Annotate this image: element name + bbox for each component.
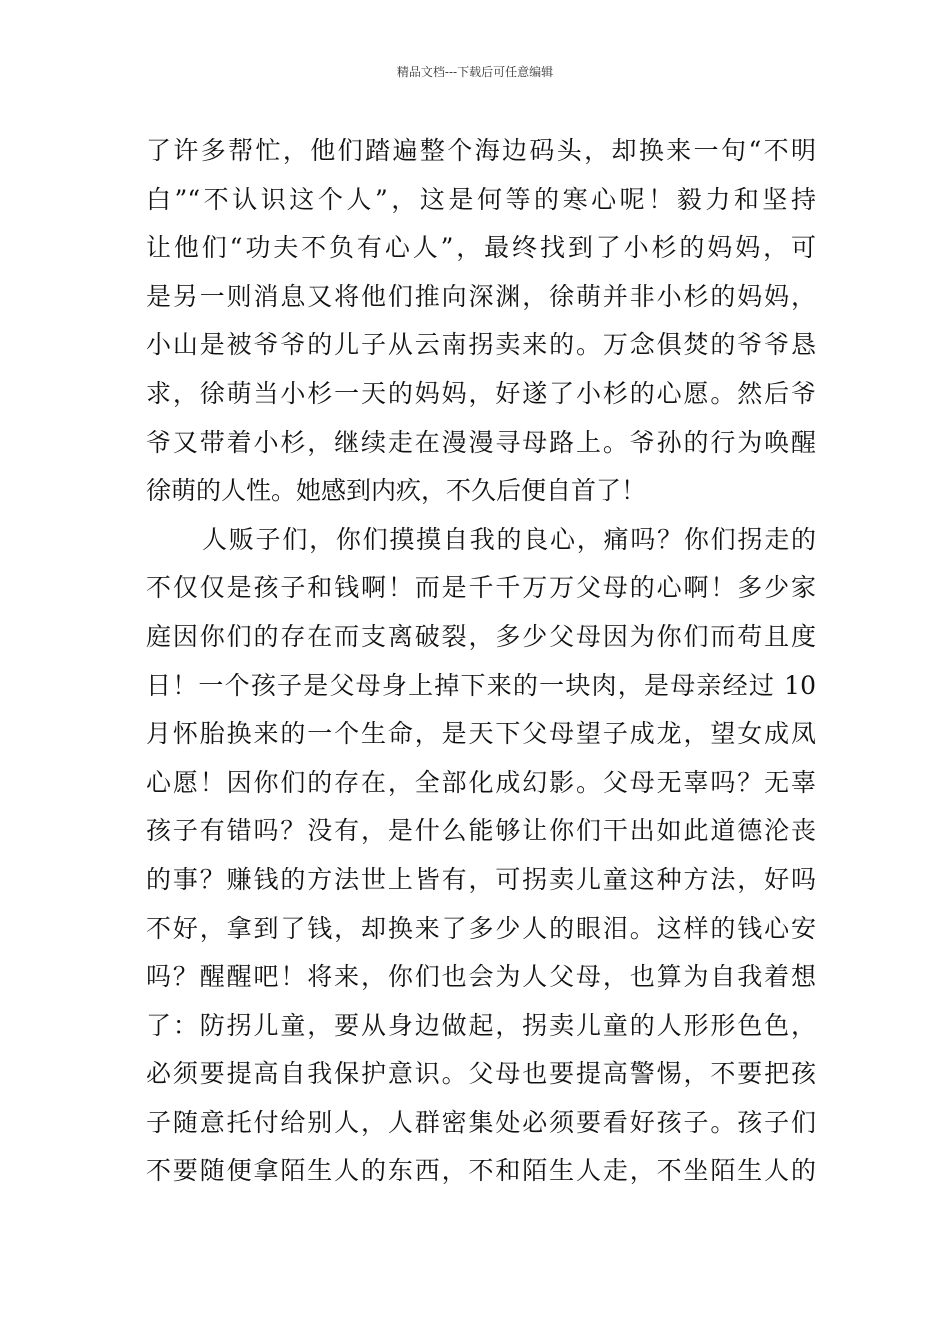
- text-line: 了：防拐儿童，要从身边做起，拐卖儿童的人形形色色，: [146, 1010, 816, 1040]
- page-header: 精品文档---下载后可任意编辑: [396, 65, 554, 79]
- text-line: 让他们“功夫不负有心人”，最终找到了小杉的妈妈，可: [146, 233, 816, 263]
- text-line: 心愿！因你们的存在，全部化成幻影。父母无辜吗？无辜: [146, 767, 816, 797]
- text-line: 子随意托付给别人，人群密集处必须要看好孩子。孩子们: [146, 1107, 816, 1137]
- text-line: 小山是被爷爷的儿子从云南拐卖来的。万念俱焚的爷爷恳: [146, 330, 816, 360]
- text-line: 了许多帮忙，他们踏遍整个海边码头，却换来一句“不明: [146, 136, 816, 165]
- text-line: 月怀胎换来的一个生命，是天下父母望子成龙，望女成凤: [146, 719, 816, 749]
- text-line: 庭因你们的存在而支离破裂，多少父母因为你们而苟且度: [146, 621, 816, 651]
- text-line: 不仅仅是孩子和钱啊！而是千千万万父母的心啊！多少家: [146, 573, 816, 603]
- text-line: 日！一个孩子是父母身上掉下来的一块肉，是母亲经过 10: [146, 670, 816, 700]
- text-line: 吗？醒醒吧！将来，你们也会为人父母，也算为自我着想: [146, 962, 816, 992]
- text-line: 孩子有错吗？没有，是什么能够让你们干出如此道德沦丧: [146, 816, 816, 846]
- text-line: 必须要提高自我保护意识。父母也要提高警惕，不要把孩: [146, 1059, 816, 1089]
- text-line: 不好，拿到了钱，却换来了多少人的眼泪。这样的钱心安: [146, 913, 816, 943]
- text-line: 爷又带着小杉，继续走在漫漫寻母路上。爷孙的行为唤醒: [146, 427, 816, 457]
- text-line: 不要随便拿陌生人的东西，不和陌生人走，不坐陌生人的: [146, 1156, 816, 1186]
- text-line: 白”“不认识这个人”，这是何等的寒心呢！毅力和坚持: [146, 184, 816, 214]
- text-line: 求，徐萌当小杉一天的妈妈，好遂了小杉的心愿。然后爷: [146, 378, 816, 408]
- text-line: 是另一则消息又将他们推向深渊，徐萌并非小杉的妈妈，: [146, 281, 816, 311]
- text-line: 人贩子们，你们摸摸自我的良心，痛吗？你们拐走的: [202, 524, 816, 554]
- body-text: [146, 127, 816, 1196]
- text-line: 徐萌的人性。她感到内疚，不久后便自首了！: [146, 476, 647, 506]
- text-line: 的事？赚钱的方法世上皆有，可拐卖儿童这种方法，好吗: [146, 864, 816, 894]
